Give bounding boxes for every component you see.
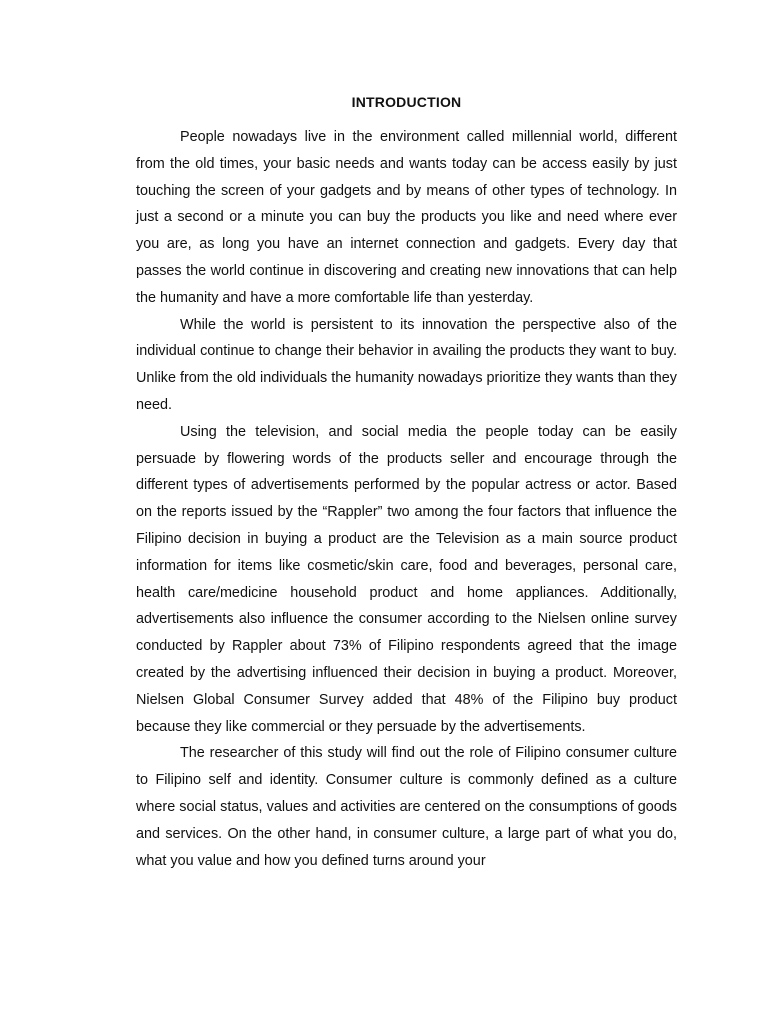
paragraph-2: While the world is persistent to its innovation the perspective also of the individual continue to change their behavior in availing the products they want to buy. Unlike from the old individuals the humanity nowadays prioritize they wants than they need. (136, 316, 677, 413)
paragraph-1: People nowadays live in the environment called millennial world, different from the old times, your basic needs and wants today can be access easily by just touching the screen of your gadgets and by means of other types of technology. In just a second or a minute you can buy the products you like and need where ever you are, as long you have an internet connection and gadgets. Every day that passes the world continue in discovering and creating new innovations that can help the humanity and have a more comfortable life than yesterday. (136, 129, 677, 306)
paragraph-3: Using the television, and social media the people today can be easily persuade by flowering words of the products seller and encourage through the different types of advertisements performed by the popular actress or actor. Based on the reports issued by the “Rappler” two among the four factors that influence the Filipino decision in buying a product are the Television as a main source product information for items like cosmetic/skin care, food and beverages, personal care, health care/medicine household product and home appliances. Additionally, advertisements also influence the consumer according to the Nielsen online survey conducted by Rappler about 73% of Filipino respondents agreed that the image created by the advertising influenced their decision in buying a product. Moreover, Nielsen Global Consumer Survey added that 48% of the Filipino buy product because they like commercial or they persuade by the advertisements. (136, 423, 677, 735)
document-page (136, 88, 677, 874)
paragraph-4: The researcher of this study will find out the role of Filipino consumer culture to Filipino self and identity. Consumer culture is commonly defined as a culture where social status, values and activities are centered on the consumptions of goods and services. On the other hand, in consumer culture, a large part of what you do, what you value and how you defined turns around your (136, 745, 677, 869)
document-title: INTRODUCTION (351, 94, 462, 110)
